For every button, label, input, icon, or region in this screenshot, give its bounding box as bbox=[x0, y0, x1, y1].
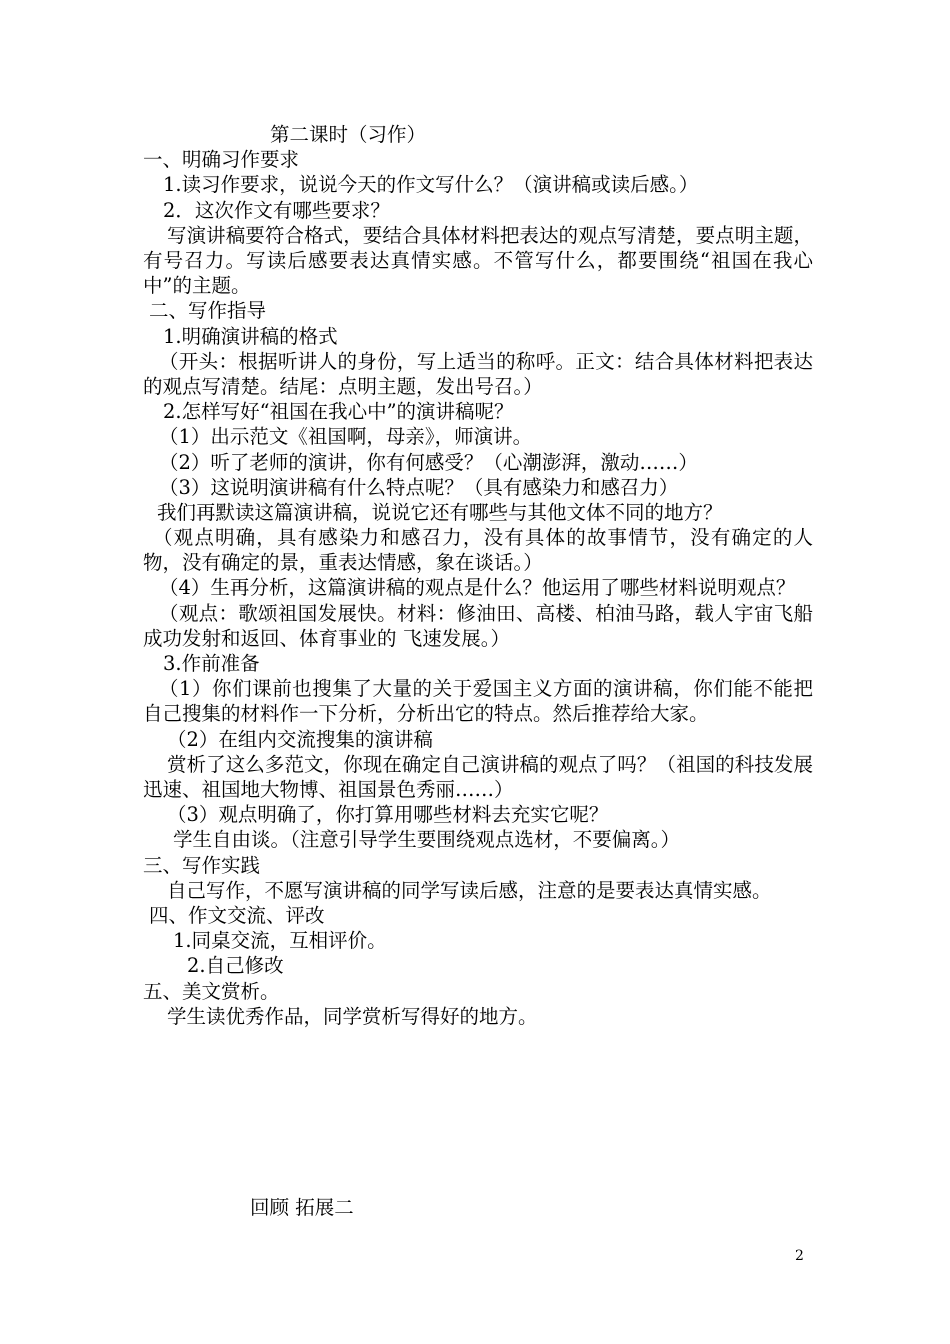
section-2-point-3-item-1-text: （1）你们课前也搜集了大量的关于爱国主义方面的演讲稿，你们能不能把自己搜集的材料作一下分析，分析出它的特点。然后推荐给大家。 bbox=[143, 677, 813, 726]
section-3-text-content: 自己写作，不愿写演讲稿的同学写读后感，注意的是要表达真情实感。 bbox=[167, 878, 772, 902]
section-2-point-2-item-3-answer-text: （观点明确，具有感染力和感召力，没有具体的故事情节，没有确定的人物，没有确定的景，重表达情感，象在谈话。） bbox=[143, 526, 813, 575]
section-2-point-2-item-3: （3）这说明演讲稿有什么特点呢？（具有感染力和感召力） bbox=[159, 475, 679, 499]
section-2-point-2-item-3-answer bbox=[143, 525, 813, 575]
section-2-point-2: 2.怎样写好“祖国在我心中”的演讲稿呢？ bbox=[163, 400, 514, 424]
section-2-heading: 二、写作指导 bbox=[149, 299, 267, 323]
section-2-point-1: 1.明确演讲稿的格式 bbox=[163, 324, 338, 348]
section-1-question-1: 1.读习作要求，说说今天的作文写什么？（演讲稿或读后感。） bbox=[163, 173, 699, 197]
section-1-heading: 一、明确习作要求 bbox=[143, 148, 300, 172]
section-2-point-3-item-1 bbox=[143, 676, 813, 726]
section-1-question-2: 2．这次作文有哪些要求？ bbox=[163, 198, 390, 222]
lesson-title: 第二课时（习作） bbox=[270, 123, 427, 146]
section-3-text bbox=[143, 878, 813, 903]
section-4-heading: 四、作文交流、评改 bbox=[149, 904, 325, 928]
section-2-point-3-item-2-detail-text: 赏析了这么多范文，你现在确定自己演讲稿的观点了吗？（祖国的科技发展迅速、祖国地大物博、祖国景色秀丽……） bbox=[143, 752, 813, 802]
section-2-point-1-detail-text: （开头：根据听讲人的身份，写上适当的称呼。正文：结合具体材料把表达的观点写清楚。结尾：点明主题，发出号召。） bbox=[143, 349, 813, 398]
section-2-point-2-item-3-question: 我们再默读这篇演讲稿，说说它还有哪些与其他文体不同的地方？ bbox=[157, 500, 723, 524]
section-4-item-1: 1.同桌交流，互相评价。 bbox=[173, 929, 387, 953]
section-1-requirements bbox=[143, 223, 813, 299]
next-lesson-title: 回顾 拓展二 bbox=[250, 1196, 354, 1219]
section-3-heading: 三、写作实践 bbox=[143, 853, 261, 877]
section-1-requirements-text: 写演讲稿要符合格式，要结合具体材料把表达的观点写清楚，要点明主题，有号召力。写读后感要表达真情实感。不管写什么，都要围绕“祖国在我心中”的主题。 bbox=[143, 223, 813, 298]
section-2-point-3-item-2-detail bbox=[143, 752, 813, 802]
section-2-point-2-item-2: （2）听了老师的演讲，你有何感受？（心潮澎湃，激动……） bbox=[159, 450, 698, 474]
section-2-point-3-item-3-detail: 学生自由谈。（注意引导学生要围绕观点选材，不要偏离。） bbox=[173, 828, 681, 852]
section-2-point-2-item-4-text: （4）生再分析，这篇演讲稿的观点是什么？他运用了哪些材料说明观点？ bbox=[159, 576, 796, 600]
section-2-point-3: 3.作前准备 bbox=[163, 652, 260, 676]
lesson-content bbox=[143, 122, 813, 1029]
section-2-point-3-item-2: （2）在组内交流搜集的演讲稿 bbox=[167, 727, 433, 751]
section-2-point-3-item-3: （3）观点明确了，你打算用哪些材料去充实它呢？ bbox=[167, 803, 609, 827]
section-5-heading: 五、美文赏析。 bbox=[143, 979, 280, 1003]
section-2-point-2-item-1: （1）出示范文《祖国啊，母亲》，师演讲。 bbox=[159, 425, 533, 449]
section-2-point-1-detail bbox=[143, 349, 813, 399]
section-2-point-2-item-4-answer-text: （观点：歌颂祖国发展快。材料：修油田、高楼、柏油马路，载人宇宙飞船成功发射和返回、体育事业的 飞速发展。） bbox=[143, 601, 813, 650]
section-2-point-2-item-4 bbox=[143, 575, 813, 600]
page-number: 2 bbox=[795, 1248, 804, 1264]
section-5-text: 学生读优秀作品，同学赏析写得好的地方。 bbox=[167, 1004, 538, 1028]
section-4-item-2: 2.自己修改 bbox=[187, 954, 284, 978]
section-2-point-2-item-4-answer bbox=[143, 601, 813, 651]
